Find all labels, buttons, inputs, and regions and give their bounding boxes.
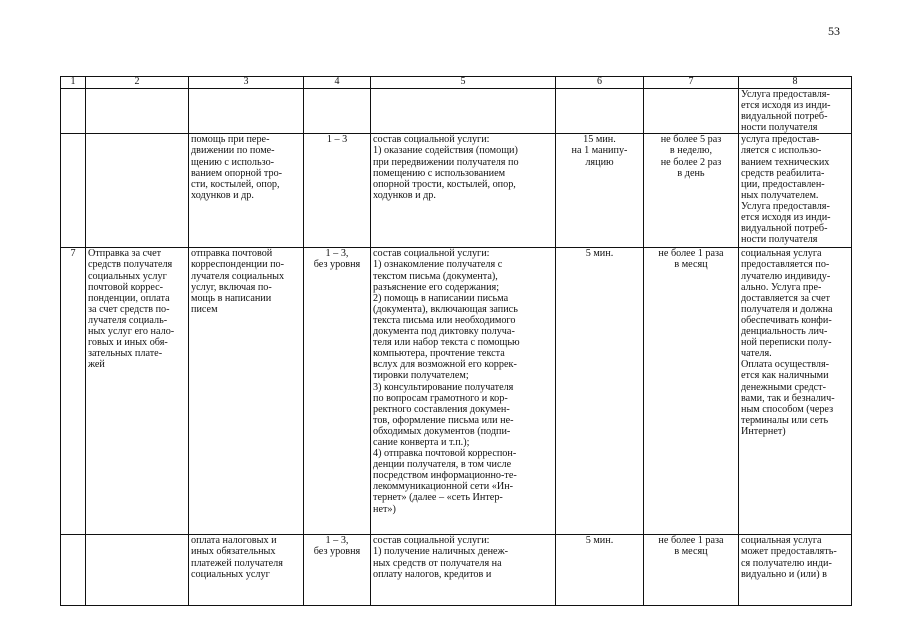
cell-line: вами, так и безналич- (741, 392, 835, 404)
cell-line: не более 1 раза (658, 535, 724, 547)
service-name-cell (189, 535, 304, 606)
cell-line: денции получателя, в том числе (373, 459, 512, 471)
cell-line: зательных плате- (88, 348, 163, 360)
cell-line: иных обязательных (191, 546, 276, 558)
cell-line: понденции, оплата (88, 292, 170, 304)
composition-cell (371, 134, 556, 248)
cell-line: денциальность лич- (741, 326, 828, 338)
cell-line: тировки получателем; (373, 370, 469, 382)
cell-line: вслух для возможной его коррек- (373, 359, 517, 371)
notes-cell (739, 535, 852, 606)
cell-line: корреспонденции по- (191, 259, 285, 271)
cell-line: говых и иных обя- (88, 337, 168, 349)
service-name-cell (189, 134, 304, 248)
cell-line: ляется с использо- (741, 145, 822, 157)
cell-line: тов, оформление письма или не- (373, 414, 514, 426)
cell-line: доставляется за счет (741, 292, 830, 304)
cell-line: ным способом (через (741, 403, 834, 415)
cell-line: 1) оказание содействия (помощи) (373, 145, 518, 157)
cell-line: без уровня (313, 546, 361, 558)
cell-line: почтовой коррес- (88, 281, 164, 293)
cell-line: ется исходя из инди- (741, 212, 831, 224)
cell-line: ходунков и др. (191, 189, 254, 201)
cell-line: 5 мин. (585, 248, 614, 260)
cell-line: лучателя социаль- (88, 314, 168, 326)
cell-line: мощь в написании (191, 292, 272, 304)
header-cell: 4 (304, 77, 371, 89)
cell-line: за счет средств по- (88, 303, 170, 315)
cell-line: ности получателя (741, 122, 818, 134)
cell-line: 15 мин. (583, 134, 616, 146)
cell-line: средств реабилита- (741, 167, 825, 179)
cell-line: социальных услуг (88, 270, 167, 282)
service-group-cell (86, 535, 189, 606)
cell-line: по вопросам грамотного и кор- (373, 392, 508, 404)
cell-line: социальных услуг (191, 568, 270, 580)
cell-line: услуга предостав- (741, 134, 820, 146)
cell-line: денежными средст- (741, 381, 827, 393)
cell-line: состав социальной услуги: (373, 535, 490, 547)
composition-cell (371, 535, 556, 606)
notes-cell (739, 89, 852, 134)
cell-line: 5 мин. (585, 535, 614, 547)
cell-line: ванием технических (741, 156, 830, 168)
cell-line: не более 1 раза (658, 248, 724, 260)
frequency-cell (644, 134, 739, 248)
cell-line: 1 – 3, (325, 535, 349, 547)
frequency-cell (644, 248, 739, 535)
level-cell (304, 535, 371, 606)
cell-line: жей (88, 359, 105, 371)
cell-line: лучателя социальных (191, 270, 285, 282)
cell-line: обеспечивать конфи- (741, 314, 832, 326)
number-cell: 7 (61, 248, 86, 535)
cell-line: предоставляется по- (741, 259, 830, 271)
duration-cell (556, 89, 644, 134)
cell-line: документа под диктовку получа- (373, 326, 515, 338)
level-cell (304, 248, 371, 535)
cell-line: 1) получение наличных денеж- (373, 546, 509, 558)
composition-cell (371, 248, 556, 535)
cell-line: состав социальной услуги: (373, 134, 490, 146)
cell-line: без уровня (313, 259, 361, 271)
cell-line: посредством информационно-те- (373, 470, 517, 482)
cell-line: ных услуг его нало- (88, 326, 175, 338)
cell-line: 2) помощь в написании письма (373, 292, 509, 304)
cell-line: Интернет) (741, 425, 786, 437)
cell-line: социальная услуга (741, 535, 822, 547)
header-cell: 5 (371, 77, 556, 89)
cell-line: в день (677, 167, 705, 179)
header-cell: 2 (86, 77, 189, 89)
services-table (60, 76, 852, 606)
cell-line: средств получателя (88, 259, 173, 271)
cell-line: обходимых документов (подпи- (373, 425, 511, 437)
cell-line: терминалы или сеть (741, 414, 829, 426)
cell-line: движении по поме- (191, 145, 275, 157)
cell-line: 3) консультирование получателя (373, 381, 514, 393)
frequency-cell (644, 89, 739, 134)
header-cell: 3 (189, 77, 304, 89)
service-name-cell (189, 89, 304, 134)
cell-line: нет») (373, 503, 396, 515)
cell-line: 1 – 3 (326, 134, 348, 146)
cell-line: ности получателя (741, 234, 818, 246)
cell-line: оплату налогов, кредитов и (373, 568, 492, 580)
notes-cell (739, 248, 852, 535)
header-cell: 7 (644, 77, 739, 89)
level-cell (304, 89, 371, 134)
duration-cell (556, 134, 644, 248)
cell-line: услуг, включая по- (191, 281, 272, 293)
table-header-row (61, 77, 852, 89)
header-cell: 6 (556, 77, 644, 89)
cell-line: (документа), включающая запись (373, 303, 518, 315)
cell-line: ной переписки полу- (741, 337, 832, 349)
cell-line: ляцию (585, 156, 614, 168)
service-group-cell (86, 248, 189, 535)
duration-cell (556, 248, 644, 535)
cell-line: на 1 манипу- (571, 145, 628, 157)
cell-line: ся получателю инди- (741, 557, 832, 569)
cell-line: текста письма или необходимого (373, 314, 516, 326)
cell-line: не более 5 раз (660, 134, 722, 146)
cell-line: получателя и должна (741, 303, 833, 315)
cell-line: чателя. (741, 348, 772, 360)
cell-line: ется как наличными (741, 370, 829, 382)
cell-line: 4) отправка почтовой корреспон- (373, 448, 517, 460)
cell-line: лекоммуникационной сети «Ин- (373, 481, 514, 493)
cell-line: в месяц (674, 546, 708, 558)
table-row (61, 248, 852, 535)
cell-line: ется исходя из инди- (741, 100, 831, 112)
cell-line: Услуга предоставля- (741, 89, 830, 100)
cell-line: видуальной потреб- (741, 223, 828, 235)
cell-line: платежей получателя (191, 557, 283, 569)
cell-line: в неделю, (669, 145, 713, 157)
cell-line: отправка почтовой (191, 248, 273, 260)
cell-line: состав социальной услуги: (373, 248, 490, 260)
header-cell: 1 (61, 77, 86, 89)
cell-line: ных средств от получателя на (373, 557, 502, 569)
cell-line: ных получателем. (741, 189, 819, 201)
cell-line: может предоставлять- (741, 546, 837, 558)
cell-line: видуальной потреб- (741, 111, 828, 123)
cell-line: помещению с использованием (373, 167, 506, 179)
cell-line: видуально и (или) в (741, 568, 827, 580)
level-cell (304, 134, 371, 248)
cell-line: Услуга предоставля- (741, 200, 830, 212)
composition-cell (371, 89, 556, 134)
cell-line: ально. Услуга пре- (741, 281, 822, 293)
cell-line: текстом письма (документа), (373, 270, 498, 282)
cell-line: Оплата осуществля- (741, 359, 830, 371)
cell-line: тернет» (далее – «сеть Интер- (373, 492, 503, 504)
cell-line: оплата налоговых и (191, 535, 277, 547)
cell-line: компьютера, прочтение текста (373, 348, 505, 360)
page-number: 53 (828, 24, 840, 38)
cell-line: при передвижении получателя по (373, 156, 519, 168)
cell-line: лучателю индивиду- (741, 270, 831, 282)
cell-line: теля или набор текста с помощью (373, 337, 520, 349)
service-group-cell (86, 134, 189, 248)
cell-line: помощь при пере- (191, 134, 270, 146)
service-group-cell (86, 89, 189, 134)
cell-line: разъяснение его содержания; (373, 281, 500, 293)
cell-line: ректного составления докумен- (373, 403, 510, 415)
number-cell (61, 535, 86, 606)
frequency-cell (644, 535, 739, 606)
cell-line: ходунков и др. (373, 189, 436, 201)
cell-line: ции, предоставлен- (741, 178, 825, 190)
cell-line: ванием опорной тро- (191, 167, 283, 179)
duration-cell (556, 535, 644, 606)
cell-line: Отправка за счет (88, 248, 162, 260)
cell-line: сти, костылей, опор, (191, 178, 280, 190)
table-row (61, 134, 852, 248)
number-cell (61, 134, 86, 248)
service-name-cell (189, 248, 304, 535)
cell-line: 1) ознакомление получателя с (373, 259, 503, 271)
table-row (61, 535, 852, 606)
cell-line: писем (191, 303, 218, 315)
notes-cell (739, 134, 852, 248)
cell-line: 1 – 3, (325, 248, 349, 260)
header-cell: 8 (739, 77, 852, 89)
cell-line: не более 2 раз (660, 156, 722, 168)
cell-line: сание конверта и т.п.); (373, 436, 470, 448)
number-cell (61, 89, 86, 134)
cell-line: социальная услуга (741, 248, 822, 260)
cell-line: в месяц (674, 259, 708, 271)
table-row (61, 89, 852, 134)
cell-line: опорной трости, костылей, опор, (373, 178, 516, 190)
cell-line: щению с использо- (191, 156, 275, 168)
